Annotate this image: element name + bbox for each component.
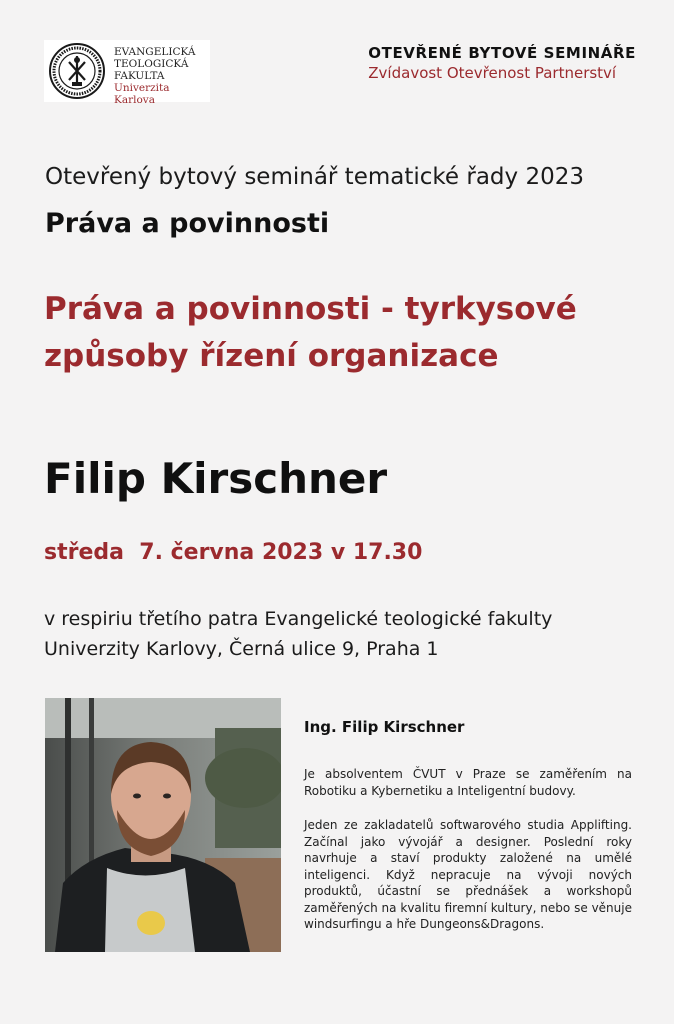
event-venue: v respiriu třetího patra Evangelické teologické fakulty Univerzity Karlovy, Černá ulice 9, Praha 1: [44, 608, 553, 660]
talk-title: Práva a povinnosti - tyrkysové způsoby řízení organizace: [44, 291, 577, 374]
series-header: [368, 44, 636, 82]
speaker-name: Filip Kirschner: [44, 454, 388, 503]
speaker-portrait-image: [45, 698, 281, 952]
logo-wordmark: [114, 46, 210, 106]
faculty-logo: [44, 40, 210, 106]
bio-paragraph-2: Jeden ze zakladatelů softwarového studia Applifting. Začínal jako vývojář a designer. Poslední roky navrhuje a staví produkty založené na umělé inteligenci. Když nepracuje na vývoji nových produktů, účastní se přednášek a workshopů zaměřených na kvalitu firemní kultury, nebo se věnuje windsurfingu a hře Dungeons&Dragons.: [304, 818, 632, 931]
faculty-seal-icon: [48, 42, 106, 100]
series-title: OTEVŘENÉ BYTOVÉ SEMINÁŘE: [368, 44, 636, 62]
logo-line-2: TEOLOGICKÁ: [114, 58, 189, 70]
series-theme: Práva a povinnosti: [45, 208, 330, 239]
logo-line-3: FAKULTA: [114, 70, 165, 82]
bio-paragraph-1: Je absolventem ČVUT v Praze se zaměřením na Robotiku a Kybernetiku a Inteligentní budovy.: [304, 767, 632, 798]
speaker-bio: [304, 718, 632, 951]
speaker-photo: [45, 698, 281, 952]
bio-name: Ing. Filip Kirschner: [304, 718, 465, 736]
logo-line-1: EVANGELICKÁ: [114, 46, 196, 58]
intro-line: Otevřený bytový seminář tematické řady 2023: [45, 164, 584, 190]
event-date: středa 7. června 2023 v 17.30: [44, 540, 423, 565]
logo-university: Univerzita Karlova: [114, 82, 170, 106]
series-tagline: Zvídavost Otevřenost Partnerství: [368, 64, 617, 82]
